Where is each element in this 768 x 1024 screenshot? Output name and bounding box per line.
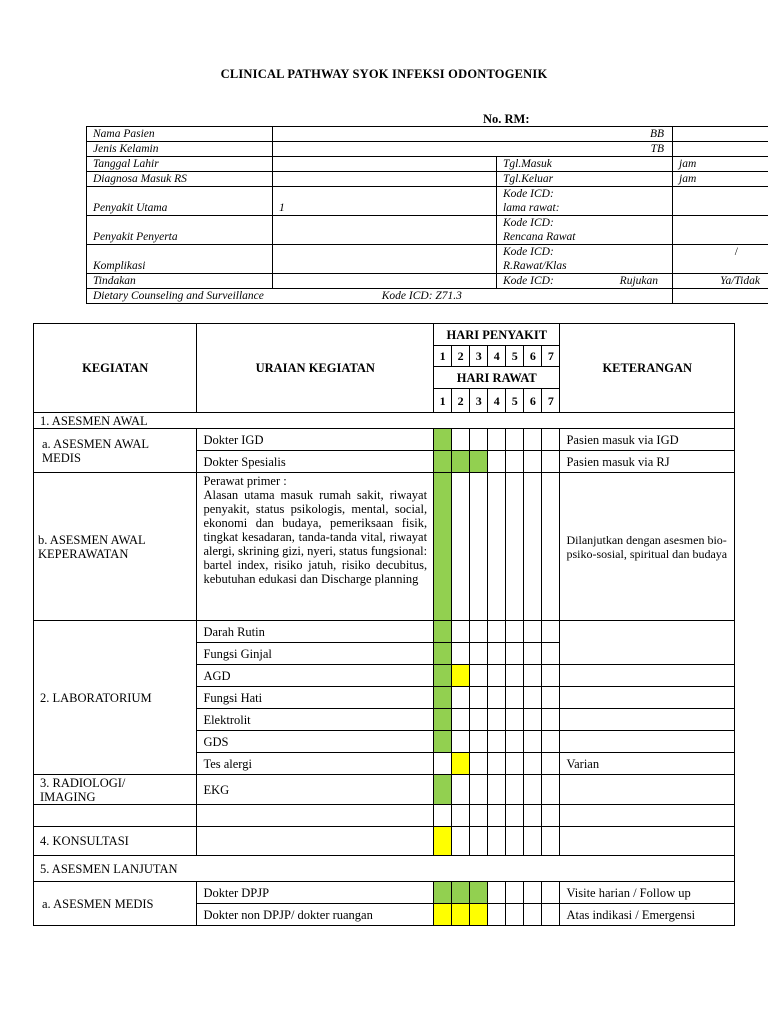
field-tb[interactable] <box>673 142 768 157</box>
label-ya-tidak: Ya/Tidak <box>673 274 768 289</box>
lab-item: Elektrolit <box>197 709 434 731</box>
uraian-ekg: EKG <box>197 775 434 805</box>
day-number: 2 <box>452 389 470 413</box>
field-lama-rawat[interactable] <box>673 187 768 216</box>
label-tgl-masuk: Tgl.Masuk <box>497 157 673 172</box>
uraian-perawat-primer: Perawat primer : <box>203 474 287 488</box>
day-cell-green <box>434 882 452 904</box>
lab-item: Fungsi Ginjal <box>197 643 434 665</box>
label-lama-rawat: lama rawat: <box>503 202 560 214</box>
day-cell-green <box>434 451 452 473</box>
label-jam-2: jam <box>673 172 768 187</box>
day-number: 1 <box>434 389 452 413</box>
label-jam-1: jam <box>673 157 768 172</box>
label-komplikasi: Komplikasi <box>87 245 273 274</box>
uraian-perawat-desc: Alasan utama masuk rumah sakit, riwayat penyakit, status psikologis, mental, social, ekonomi dan budaya, pemeriksaan fisik, tingkat kesadaran, tanda-tanda vital, riwayat alergi, skrining gizi, nyeri, status fungsional: bartel index, risiko jatuh, risiko decubitus, kebutuhan edukasi dan Discharge planning <box>203 488 428 586</box>
header-hari-rawat: HARI RAWAT <box>434 367 560 389</box>
day-cell-green <box>452 882 470 904</box>
day-cell-green <box>434 731 452 753</box>
ket-igd: Pasien masuk via IGD <box>560 429 735 451</box>
day-cell-green <box>434 665 452 687</box>
field-tindakan[interactable] <box>273 274 497 289</box>
label-kode-icd-z: Kode ICD: Z71.3 <box>381 290 462 302</box>
lab-item: Darah Rutin <box>197 621 434 643</box>
uraian-dokter-dpjp: Dokter DPJP <box>197 882 434 904</box>
ket-indikasi: Atas indikasi / Emergensi <box>560 904 735 926</box>
day-cell-yellow <box>452 904 470 926</box>
field-tanggal-lahir[interactable] <box>273 157 497 172</box>
day-cell-green <box>452 451 470 473</box>
label-kode-icd-4: Kode ICD: <box>503 275 554 287</box>
day-cell-yellow <box>434 904 452 926</box>
label-bb: BB <box>273 127 673 142</box>
day-cell-green <box>434 473 452 621</box>
lab-item: Fungsi Hati <box>197 687 434 709</box>
day-number: 5 <box>506 389 524 413</box>
header-keterangan: KETERANGAN <box>560 324 735 413</box>
day-number: 7 <box>542 346 560 367</box>
section-asesmen-lanjutan: 5. ASESMEN LANJUTAN <box>34 856 735 882</box>
uraian-dokter-non-dpjp: Dokter non DPJP/ dokter ruangan <box>197 904 434 926</box>
header-uraian: URAIAN KEGIATAN <box>197 324 434 413</box>
field-komplikasi[interactable] <box>273 245 497 274</box>
day-cell-green <box>434 621 452 643</box>
day-cell-green <box>434 429 452 451</box>
label-kode-icd-1: Kode ICD: <box>503 188 554 200</box>
field-bb[interactable] <box>673 127 768 142</box>
label-radiologi: 3. RADIOLOGI/ IMAGING <box>34 775 197 805</box>
label-rujukan: Rujukan <box>619 275 658 287</box>
ket-varian: Varian <box>560 753 735 775</box>
ket-rj: Pasien masuk via RJ <box>560 451 735 473</box>
header-kegiatan: KEGIATAN <box>34 324 197 413</box>
label-asesmen-medis: a. ASESMEN MEDIS <box>34 882 197 926</box>
day-number: 7 <box>542 389 560 413</box>
lab-item: GDS <box>197 731 434 753</box>
day-number: 2 <box>452 346 470 367</box>
page-title: CLINICAL PATHWAY SYOK INFEKSI ODONTOGENIK <box>220 67 548 81</box>
day-number: 5 <box>506 346 524 367</box>
label-r-rawat-klas: R.Rawat/Klas <box>503 260 567 272</box>
label-diagnosa: Diagnosa Masuk RS <box>87 172 273 187</box>
label-konsultasi: 4. KONSULTASI <box>34 827 197 856</box>
label-kode-icd-2: Kode ICD: <box>503 217 554 229</box>
lab-item: AGD <box>197 665 434 687</box>
day-cell-green <box>470 451 488 473</box>
label-laboratorium: 2. LABORATORIUM <box>34 621 197 775</box>
label-tanggal-lahir: Tanggal Lahir <box>87 157 273 172</box>
pathway-table <box>33 323 735 926</box>
field-penyakit-utama[interactable]: 1 <box>273 187 497 216</box>
field-penyakit-penyerta[interactable] <box>273 216 497 245</box>
day-number: 4 <box>488 389 506 413</box>
day-cell-yellow <box>470 904 488 926</box>
day-cell-green <box>434 709 452 731</box>
label-tindakan: Tindakan <box>87 274 273 289</box>
header-hari-penyakit: HARI PENYAKIT <box>434 324 560 346</box>
day-number: 3 <box>470 346 488 367</box>
lab-item: Tes alergi <box>197 753 434 775</box>
label-penyakit-utama: Penyakit Utama <box>87 187 273 216</box>
label-kode-icd-3: Kode ICD: <box>503 246 554 258</box>
label-nama-pasien: Nama Pasien <box>87 127 273 142</box>
label-jenis-kelamin: Jenis Kelamin <box>87 142 273 157</box>
label-dietary: Dietary Counseling and Surveillance <box>93 290 264 302</box>
patient-info-table <box>86 126 768 304</box>
day-number: 3 <box>470 389 488 413</box>
day-cell-green <box>470 882 488 904</box>
day-cell-green <box>434 775 452 805</box>
ket-visite: Visite harian / Follow up <box>560 882 735 904</box>
uraian-dokter-spesialis: Dokter Spesialis <box>197 451 434 473</box>
label-penyakit-penyerta: Penyakit Penyerta <box>87 216 273 245</box>
label-asesmen-kep: b. ASESMEN AWAL KEPERAWATAN <box>34 473 197 621</box>
field-diagnosa[interactable] <box>273 172 497 187</box>
label-asesmen-awal-medis: a. ASESMEN AWAL MEDIS <box>34 429 197 473</box>
label-rencana-rawat: Rencana Rawat <box>503 231 576 243</box>
day-number: 1 <box>434 346 452 367</box>
day-number: 6 <box>524 389 542 413</box>
day-number: 4 <box>488 346 506 367</box>
uraian-dokter-igd: Dokter IGD <box>197 429 434 451</box>
label-tb: TB <box>273 142 673 157</box>
day-number: 6 <box>524 346 542 367</box>
label-tgl-keluar: Tgl.Keluar <box>497 172 673 187</box>
ket-kep: Dilanjutkan dengan asesmen bio-psiko-sosial, spiritual dan budaya <box>560 473 735 621</box>
day-cell-yellow <box>452 665 470 687</box>
field-rencana-rawat[interactable] <box>673 216 768 245</box>
no-rm-label: No. RM: <box>483 112 530 126</box>
day-cell-yellow <box>452 753 470 775</box>
day-cell-green <box>434 643 452 665</box>
section-asesmen-awal: 1. ASESMEN AWAL <box>34 413 735 429</box>
field-dietary[interactable] <box>673 289 768 304</box>
day-cell-green <box>434 687 452 709</box>
rawat-klas-slash: / <box>673 245 768 274</box>
day-cell-yellow <box>434 827 452 856</box>
